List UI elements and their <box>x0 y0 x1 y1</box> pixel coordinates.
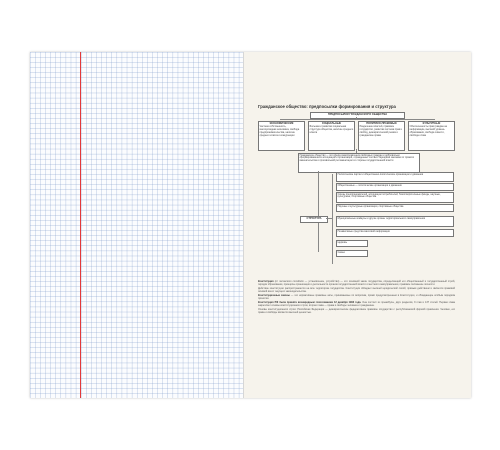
paragraph: Основы конституционного строя: Российская Федерация — демократическое федеративное правовое государство с республиканской формой правления. Человек, его права и свободы являются высшей ценностью. <box>258 307 455 314</box>
structure-item: Муниципальные коммуны и другие органы территориального самоуправления <box>336 216 454 227</box>
notebook-spread <box>30 52 471 398</box>
structure-item: Независимые средства массовой информации <box>336 229 454 237</box>
grid-page <box>30 52 244 398</box>
structure-item: Церковь <box>336 240 368 247</box>
definition-text: Гражданское общество — это сфера самопроявления свободных граждан и добровольно сформировавшихся ассоциаций и организаций, огражденных соответствующими законами от прямого вмешательства и произвольной регламентации со стороны государственной власти <box>299 153 415 163</box>
premises-header: ПРЕДПОСЫЛКИ ГРАЖДАНСКОГО ОБЩЕСТВА <box>327 113 388 117</box>
paragraph: Конституционные законы — это нормативные правовые акты, принимаемые по вопросам, прямо предусмотренным в Конституции, и обладающие особым порядком принятия. <box>258 294 455 300</box>
scheme <box>258 112 455 280</box>
text-block <box>258 281 455 315</box>
structure-item: Политические партии и общественно-политические организации и движения <box>336 172 454 182</box>
premise-economic: ЭКОНОМИЧЕСКИЕ Частная собственность, многоукладная экономика, свобода предпринимательства, наличие среднего класса и конкуренции <box>258 121 305 151</box>
structure-item: Научные и культурные организации, спортивные общества <box>336 204 454 212</box>
structure-label: СТРУКТУРА <box>306 217 322 221</box>
premises-header-box <box>310 112 405 119</box>
reference-content <box>258 104 455 315</box>
margin-line <box>80 52 81 398</box>
definition-box <box>298 153 420 173</box>
structure-item: Союзы предпринимателей, ассоциации потребителей, благотворительные фонды, научные, культурные, спортивные общества <box>336 192 454 203</box>
paragraph: Конституция РФ была принята всенародным голосованием 12 декабря 1993 года. Она состоит из преамбулы, двух разделов, 9 глав и 137 статей. Первая глава закрепляет основы конституционного строя, вторая глава — права и свободы человека и гражданина. <box>258 301 455 307</box>
structure-box <box>300 216 328 223</box>
premise-cultural: КУЛЬТУРНЫЕ Обеспеченность прав граждан на информацию, высокий уровень образования, свобода совести, свобода слова <box>408 121 455 151</box>
premise-political: ПОЛИТИКО-ПРАВОВЫЕ Разделение властей, правовое государство, развитая система прав и свобод, демократический режим и гражданские права <box>358 121 405 151</box>
page-title: Гражданское общество: предпосылки формирования и структура <box>258 104 396 109</box>
premise-social: СОЦИАЛЬНЫЕ Большая и развитая социальная структура общества, наличие среднего класса <box>308 121 355 151</box>
paragraph: Конституция (от латинского constitutio — установление, устройство) — это основной закон государства, определяющий его общественный и государственный строй, порядок образования, принципы организации и деятельности органов государственной власти и местного самоуправления, правовое положение личности. <box>258 280 455 287</box>
structure-item: Общественные — политические организации и движения <box>336 183 454 191</box>
reference-page <box>244 52 471 398</box>
structure-item: Семья <box>336 250 368 257</box>
paragraph: Действие конституции распространяется на всю территорию государства. Конституция обладает высшей юридической силой, прямым действием и является правовой основой всего текущего законодательства. <box>258 287 455 293</box>
